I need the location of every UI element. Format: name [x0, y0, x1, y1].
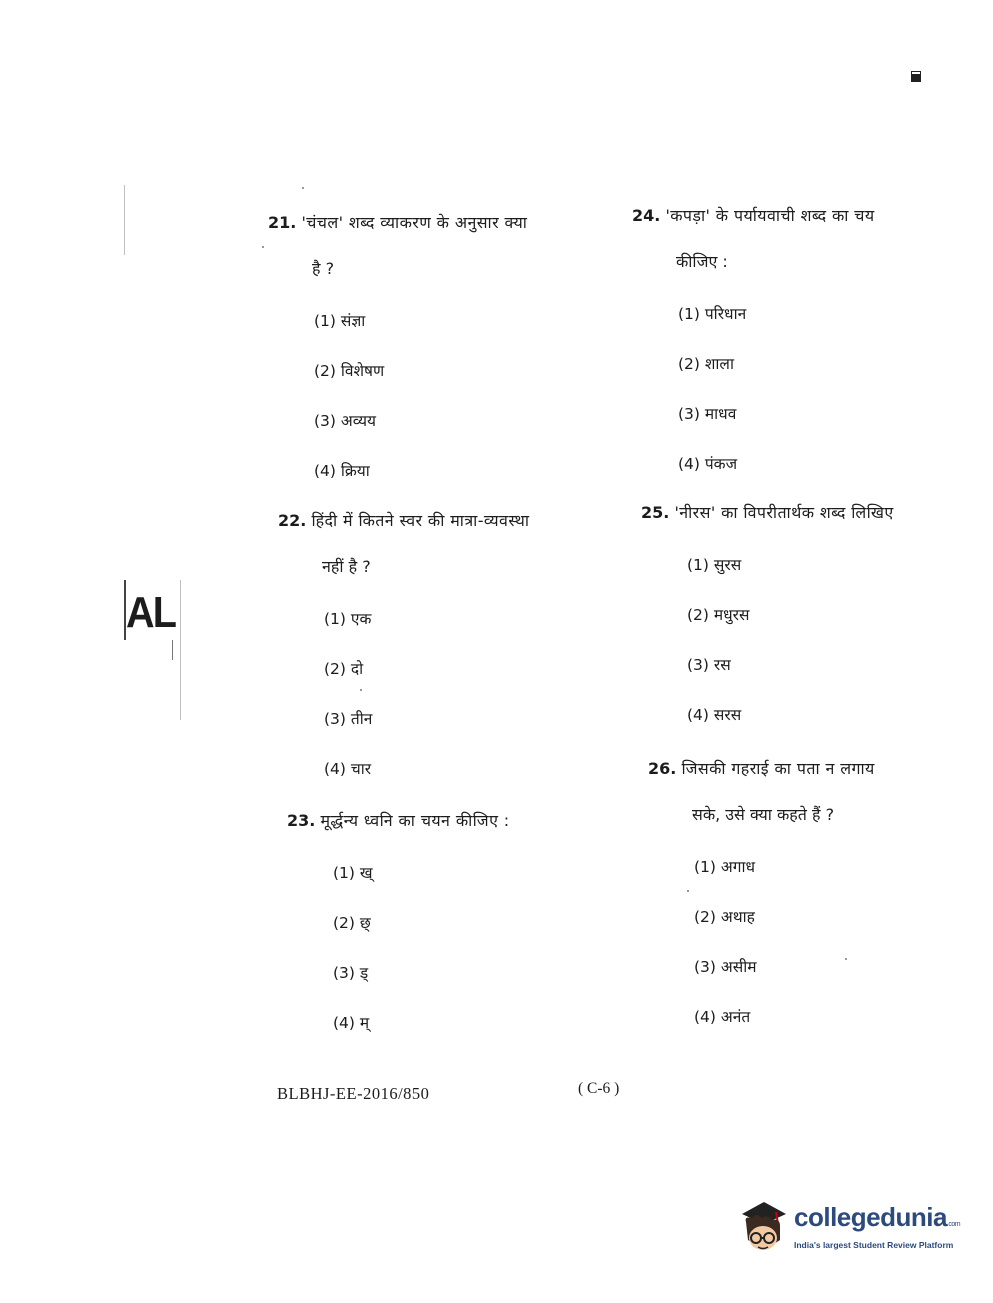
option-1: (1) परिधान: [678, 305, 747, 323]
collegedunia-logo: [736, 1196, 966, 1260]
option-2: (2) छ्: [333, 914, 371, 932]
option-2: (2) शाला: [678, 355, 734, 373]
option-1: (1) ख्: [333, 864, 373, 882]
option-3: (3) रस: [687, 656, 731, 674]
speck: [262, 246, 264, 248]
speck: [845, 958, 847, 960]
options-list: [632, 289, 932, 489]
question-number: 22.: [278, 511, 307, 530]
question-number: 21.: [268, 213, 297, 232]
option-3: (3) माधव: [678, 405, 737, 423]
option-3: (3) तीन: [324, 710, 373, 728]
page-number: ( C-6 ): [578, 1080, 620, 1097]
question-stem: 'चंचल' शब्द व्याकरण के अनुसार क्या: [301, 213, 528, 232]
option-3: (3) असीम: [694, 958, 757, 976]
option-4: (4) क्रिया: [314, 462, 370, 480]
question-number: 26.: [648, 759, 677, 778]
option-1: (1) संज्ञा: [314, 312, 366, 330]
option-1: (1) सुरस: [687, 556, 742, 574]
option-3: (3) ड्: [333, 964, 369, 982]
question-stem: मूर्द्धन्य ध्वनि का चयन कीजिए :: [320, 811, 510, 830]
option-4: (4) सरस: [687, 706, 742, 724]
margin-line: [172, 640, 173, 660]
speck: [687, 890, 689, 892]
margin-line: [124, 580, 126, 640]
side-margin-text: AL: [126, 588, 176, 637]
option-4: (4) म्: [333, 1014, 370, 1032]
options-list: [287, 848, 627, 1048]
option-4: (4) अनंत: [694, 1008, 751, 1026]
question-21: [268, 200, 608, 496]
options-list: [278, 594, 618, 794]
question-stem-continued: नहीं है ?: [322, 557, 371, 576]
question-24: [632, 193, 932, 489]
question-number: 25.: [641, 503, 670, 522]
logo-wordmark: collegedunia.com: [794, 1202, 961, 1232]
question-25: [641, 490, 941, 740]
question-stem: हिंदी में कितने स्वर की मात्रा-व्यवस्था: [311, 511, 530, 530]
question-26: [648, 746, 938, 1042]
question-stem: 'नीरस' का विपरीतार्थक शब्द लिखिए: [674, 503, 894, 522]
question-23: [287, 798, 627, 1048]
margin-line: [124, 185, 125, 255]
margin-line: [180, 580, 181, 720]
speck: [302, 187, 304, 189]
options-list: [641, 540, 941, 740]
question-number: 24.: [632, 206, 661, 225]
options-list: [268, 296, 608, 496]
question-stem-continued: कीजिए :: [676, 252, 728, 271]
option-2: (2) अथाह: [694, 908, 755, 926]
option-3: (3) अव्यय: [314, 412, 377, 430]
option-2: (2) विशेषण: [314, 362, 385, 380]
question-stem: 'कपड़ा' के पर्यायवाची शब्द का चय: [665, 206, 875, 225]
question-22: [278, 498, 618, 794]
question-stem: जिसकी गहराई का पता न लगाय: [681, 759, 875, 778]
option-1: (1) एक: [324, 610, 372, 628]
speck: [360, 689, 362, 691]
options-list: [648, 842, 938, 1042]
student-mascot-icon: [736, 1196, 792, 1260]
question-stem-continued: सके, उसे क्या कहते हैं ?: [692, 805, 835, 824]
option-1: (1) अगाध: [694, 858, 755, 876]
question-number: 23.: [287, 811, 316, 830]
question-stem-continued: है ?: [312, 259, 335, 278]
option-2: (2) दो: [324, 660, 364, 678]
option-4: (4) पंकज: [678, 455, 738, 473]
logo-tagline: India's largest Student Review Platform: [794, 1240, 954, 1250]
option-4: (4) चार: [324, 760, 372, 778]
option-2: (2) मधुरस: [687, 606, 750, 624]
corner-mark: [912, 72, 920, 81]
paper-code: BLBHJ-EE-2016/850: [277, 1084, 430, 1103]
